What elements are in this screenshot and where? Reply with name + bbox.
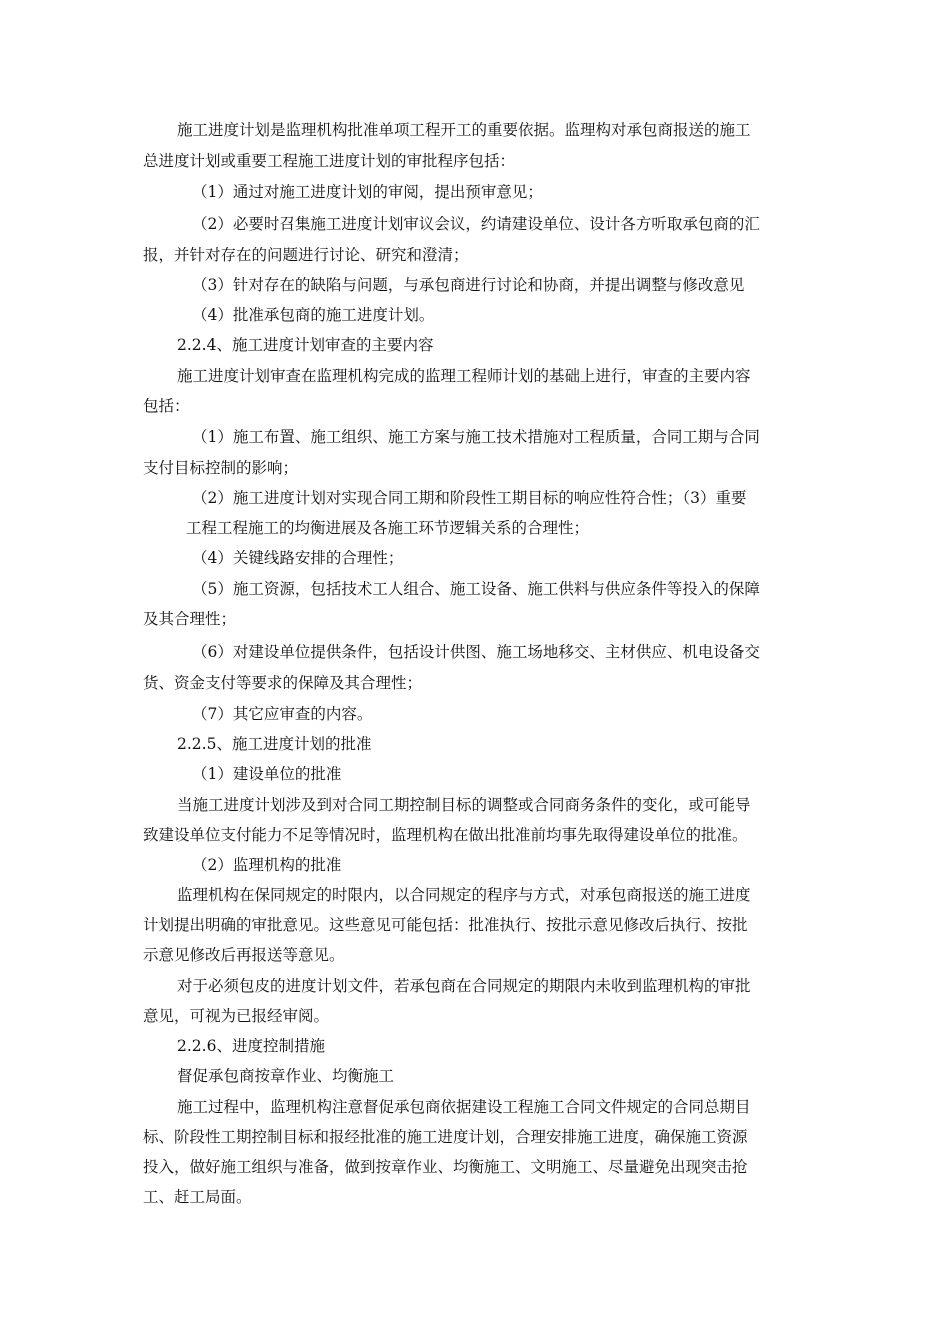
paragraph-line: 工、赶工局面。 xyxy=(143,1188,252,1206)
list-item-6: （6）对建设单位提供条件，包括设计供图、施工场地移交、主材供应、机电设备交 xyxy=(192,643,760,661)
paragraph-line: 总进度计划或重要工程施工进度计划的审批程序包括： xyxy=(143,152,516,170)
paragraph-line: 施工过程中，监理机构注意督促承包商依据建设工程施工合同文件规定的合同总期目 xyxy=(177,1098,751,1116)
paragraph-line: 标、阶段性工期控制目标和报经批准的施工进度计划，合理安排施工进度，确保施工资源 xyxy=(143,1128,748,1146)
paragraph-line: 投入，做好施工组织与准备，做到按章作业、均衡施工、文明施工、尽量避免出现突击抢 xyxy=(143,1158,748,1176)
paragraph-line: 包括： xyxy=(143,397,190,415)
paragraph-line: 及其合理性； xyxy=(143,610,237,628)
paragraph-line: 施工进度计划审查在监理机构完成的监理工程师计划的基础上进行，审查的主要内容 xyxy=(177,367,751,385)
paragraph-line: 施工进度计划是监理机构批准单项工程开工的重要依据。监理构对承包商报送的施工 xyxy=(177,121,751,139)
list-item-4: （4）批准承包商的施工进度计划。 xyxy=(192,306,435,324)
paragraph-line: 意见，可视为已报经审阅。 xyxy=(143,1007,330,1025)
paragraph-line: 示意见修改后再报送等意见。 xyxy=(143,946,345,964)
list-item-2: （2）必要时召集施工进度计划审议会议，约请建设单位、设计各方听取承包商的汇 xyxy=(192,215,760,233)
list-item-7: （7）其它应审查的内容。 xyxy=(192,705,373,723)
paragraph-line: 计划提出明确的审批意见。这些意见可能包括：批准执行、按批示意见修改后执行、按批 xyxy=(143,916,748,934)
list-item-1: （1）通过对施工进度计划的审阅，提出预审意见； xyxy=(192,183,543,201)
paragraph-line: 报，并针对存在的问题进行讨论、研究和澄清； xyxy=(143,246,469,264)
list-item-4: （4）关键线路安排的合理性； xyxy=(192,549,404,567)
section-heading: 2.2.6、进度控制措施 xyxy=(177,1037,325,1055)
paragraph-line: 支付目标控制的影响； xyxy=(143,459,299,477)
paragraph-line: 监理机构在保同规定的时限内，以合同规定的程序与方式，对承包商报送的施工进度 xyxy=(177,886,751,904)
paragraph-line: 货、资金支付等要求的保障及其合理性； xyxy=(143,674,423,692)
paragraph-line: 对于必须包皮的进度计划文件，若承包商在合同规定的期限内未收到监理机构的审批 xyxy=(177,977,751,995)
list-item-2: （2）施工进度计划对实现合同工期和阶段性工期目标的响应性符合性；（3）重要 xyxy=(192,489,747,507)
list-item-1: （1）施工布置、施工组织、施工方案与施工技术措施对工程质量，合同工期与合同 xyxy=(192,428,760,446)
paragraph-line: 工程工程施工的均衡进展及各施工环节逻辑关系的合理性； xyxy=(186,519,590,537)
paragraph-line: 致建设单位支付能力不足等情况时，监理机构在做出批准前均事先取得建设单位的批准。 xyxy=(143,826,748,844)
list-item-3: （3）针对存在的缺陷与问题，与承包商进行讨论和协商，并提出调整与修改意见 xyxy=(192,276,745,294)
paragraph-line: 当施工进度计划涉及到对合同工期控制目标的调整或合同商务条件的变化，或可能导 xyxy=(177,796,751,814)
list-item-5: （5）施工资源，包括技术工人组合、施工设备、施工供料与供应条件等投入的保障 xyxy=(192,580,760,598)
section-heading: 2.2.4、施工进度计划审查的主要内容 xyxy=(177,336,434,354)
subsection-heading: 督促承包商按章作业、均衡施工 xyxy=(177,1067,395,1085)
subsection-heading: （2）监理机构的批准 xyxy=(192,856,342,874)
subsection-heading: （1）建设单位的批准 xyxy=(192,765,342,783)
section-heading: 2.2.5、施工进度计划的批准 xyxy=(177,735,372,753)
